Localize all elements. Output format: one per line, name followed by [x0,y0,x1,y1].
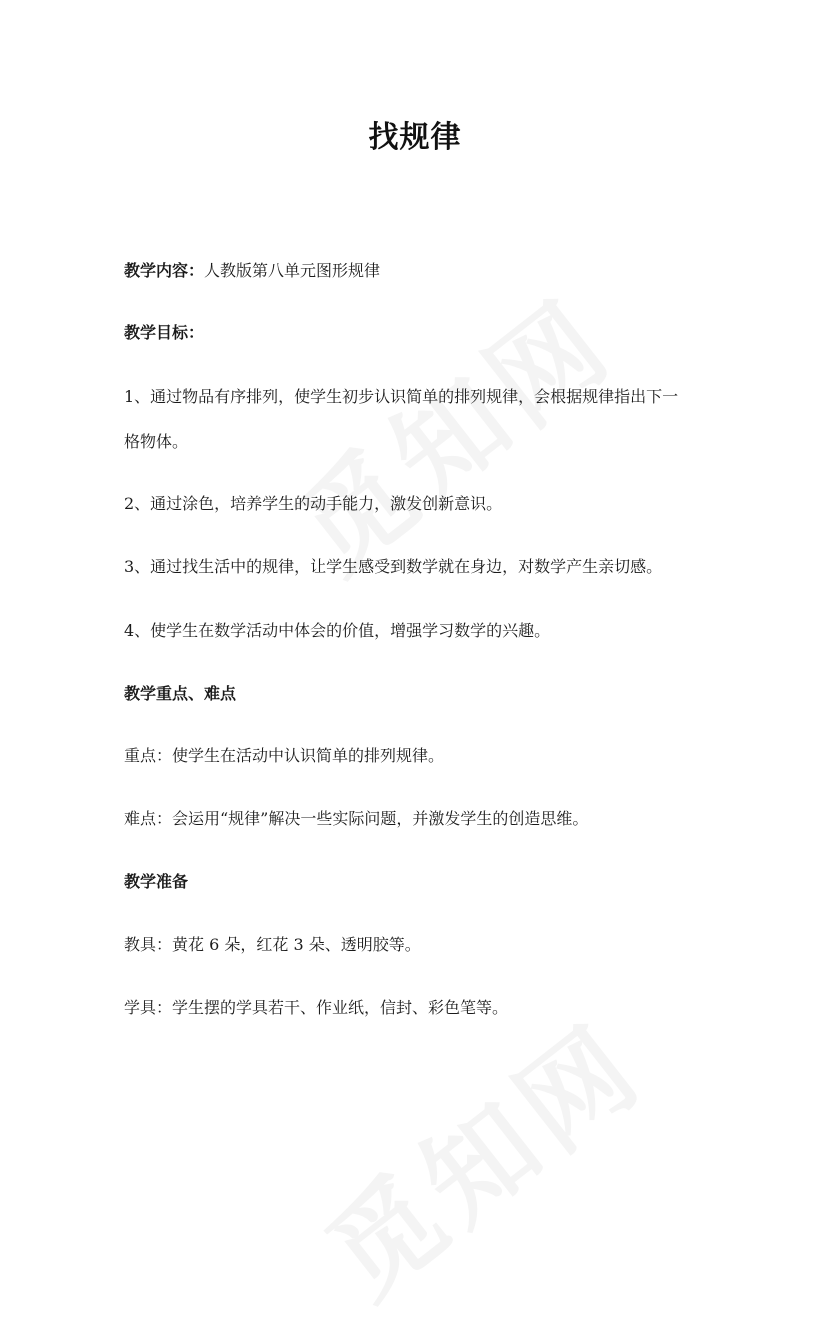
goal-2: 2、通过涂色，培养学生的动手能力，激发创新意识。 [124,494,503,513]
goal-3: 3、通过找生活中的规律，让学生感受到数学就在身边，对数学产生亲切感。 [124,557,663,576]
preparation-heading: 教学准备 [124,872,189,891]
goals-heading: 教学目标： [124,323,205,342]
content-value: 人教版第八单元图形规律 [204,261,381,280]
watermark [290,981,671,1327]
watermark [260,256,641,602]
difficult-point: 难点：会运用“规律”解决一些实际问题，并激发学生的创造思维。 [124,809,589,828]
content-line [124,259,380,283]
goal-1-line-1: 1、通过物品有序排列，使学生初步认识简单的排列规律，会根据规律指出下一 [124,387,679,406]
goal-4: 4、使学生在数学活动中体会的价值，增强学习数学的兴趣。 [124,621,551,640]
content-label: 教学内容： [124,261,205,280]
page-title: 找规律 [368,120,462,155]
key-points-heading: 教学重点、难点 [124,684,237,703]
student-tools: 学具：学生摆的学具若干、作业纸，信封、彩色笔等。 [124,998,509,1017]
key-point: 重点：使学生在活动中认识简单的排列规律。 [124,746,445,765]
goal-1-line-2: 格物体。 [124,432,189,451]
teacher-tools: 教具：黄花 6 朵，红花 3 朵、透明胶等。 [124,935,421,954]
